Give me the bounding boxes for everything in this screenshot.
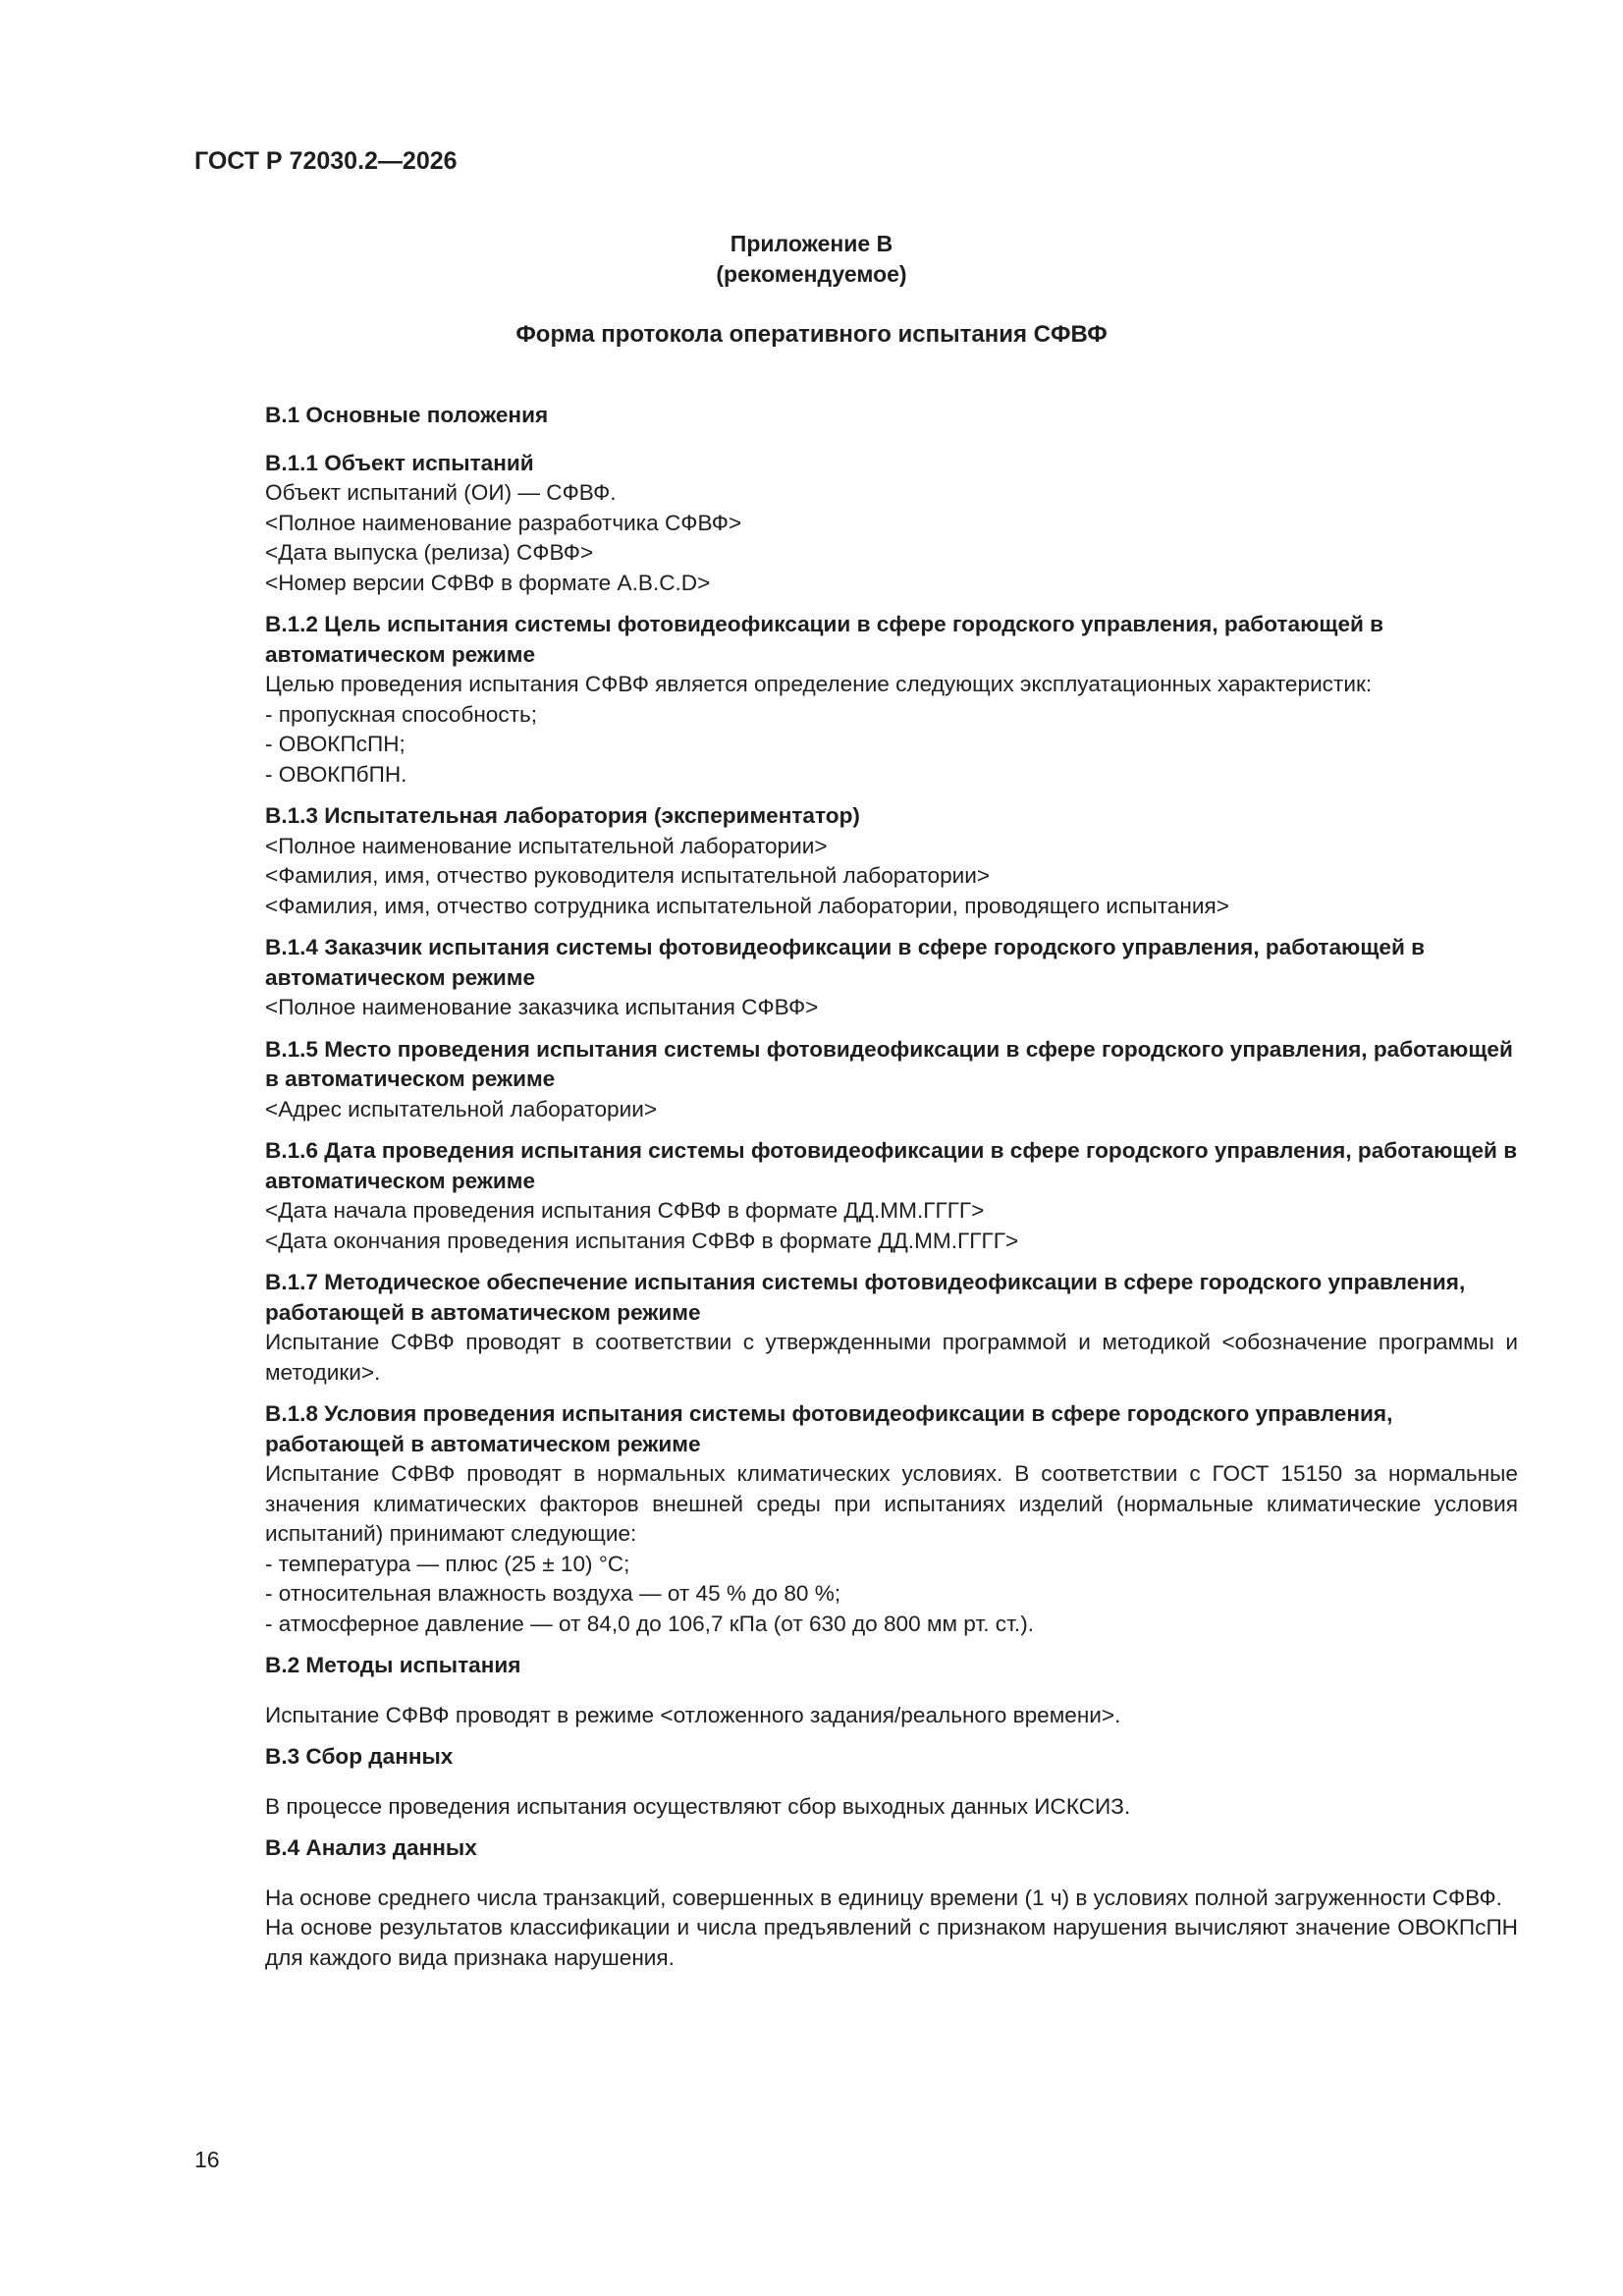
annex-heading: Форма протокола оперативного испытания СФВФ (515, 321, 1108, 348)
section-b2-title: В.2 Методы испытания (265, 1653, 521, 1677)
section-b16-line: <Дата начала проведения испытания СФВФ в формате ДД.ММ.ГГГГ> (265, 1198, 985, 1223)
section-b16-line: <Дата окончания проведения испытания СФВФ в формате ДД.ММ.ГГГГ> (265, 1228, 1019, 1253)
section-b14-line: <Полное наименование заказчика испытания СФВФ> (265, 995, 819, 1019)
section-b18-title: В.1.8 Условия проведения испытания системы фотовидеофиксации в сфере городского управления, работающей в автоматическом режиме (265, 1401, 1393, 1456)
section-b12-title: В.1.2 Цель испытания системы фотовидеофиксации в сфере городского управления, работающей в автоматическом режиме (265, 612, 1384, 667)
list-item: - относительная влажность воздуха — от 45 % до 80 %; (265, 1581, 841, 1606)
section-b17-text: Испытание СФВФ проводят в соответствии с утвержденными программой и методикой <обозначение программы и методики>. (265, 1330, 1518, 1385)
section-b11-line: <Номер версии СФВФ в формате A.B.C.D> (265, 570, 711, 595)
list-item: - температура — плюс (25 ± 10) °С; (265, 1551, 630, 1576)
section-b11-line: <Дата выпуска (релиза) СФВФ> (265, 540, 594, 565)
page-number: 16 (194, 2147, 220, 2172)
section-b13-title: В.1.3 Испытательная лаборатория (экспериментатор) (265, 803, 860, 828)
section-b13-line: <Фамилия, имя, отчество сотрудника испытательной лаборатории, проводящего испытания> (265, 893, 1229, 918)
section-b4-paragraph: На основе среднего числа транзакций, совершенных в единицу времени (1 ч) в условиях полной загруженности СФВФ. (265, 1885, 1502, 1910)
list-item: - ОВОКПсПН; (265, 732, 406, 756)
list-item: - ОВОКПбПН. (265, 761, 407, 787)
document-code: ГОСТ Р 72030.2—2026 (194, 147, 458, 175)
section-b18-text: Испытание СФВФ проводят в нормальных климатических условиях. В соответствии с ГОСТ 15150 за нормальные значения климатических факторов внешней среды при испытаниях изделий (нормальные климатические условия испытаний) принимают следующие: (265, 1461, 1518, 1546)
section-b1-title: В.1 Основные положения (265, 403, 549, 427)
document-body (194, 401, 1518, 1973)
section-b13-line: <Фамилия, имя, отчество руководителя испытательной лаборатории> (265, 863, 991, 888)
annex-status: (рекомендуемое) (716, 261, 907, 287)
section-b17-title: В.1.7 Методическое обеспечение испытания системы фотовидеофиксации в сфере городского управления, работающей в автоматическом режиме (265, 1270, 1466, 1325)
section-b16-title: В.1.6 Дата проведения испытания системы фотовидеофиксации в сфере городского управления, работающей в автоматическом режиме (265, 1138, 1518, 1193)
section-b3-text: В процессе проведения испытания осуществляют сбор выходных данных ИСКСИЗ. (265, 1793, 1131, 1819)
list-item: - пропускная способность; (265, 701, 538, 727)
section-b11-title: В.1.1 Объект испытаний (265, 450, 534, 475)
section-b14-title: В.1.4 Заказчик испытания системы фотовидеофиксации в сфере городского управления, работающей в автоматическом режиме (265, 935, 1426, 990)
list-item: - атмосферное давление — от 84,0 до 106,7 кПа (от 630 до 800 мм рт. ст.). (265, 1611, 1034, 1636)
section-b4-paragraph: На основе результатов классификации и числа предъявлений с признаком нарушения вычисляют значение ОВОКПсПН для каждого вида признака нарушения. (265, 1915, 1518, 1970)
section-b11-line: <Полное наименование разработчика СФВФ> (265, 510, 742, 535)
section-b11-line: Объект испытаний (ОИ) — СФВФ. (265, 480, 617, 505)
section-b12-text: Целью проведения испытания СФВФ является определение следующих эксплуатационных характеристик: (265, 672, 1373, 696)
section-b3-title: В.3 Сбор данных (265, 1744, 454, 1769)
section-b2-text: Испытание СФВФ проводят в режиме <отложенного задания/реального времени>. (265, 1702, 1121, 1727)
section-b15-title: В.1.5 Место проведения испытания системы фотовидеофиксации в сфере городского управления, работающей в автоматическом режиме (265, 1036, 1513, 1091)
annex-title: Приложение В (730, 231, 893, 256)
section-b4-title: В.4 Анализ данных (265, 1835, 477, 1860)
annex-title-block (0, 229, 1623, 290)
section-b13-line: <Полное наименование испытательной лаборатории> (265, 833, 828, 858)
section-b15-line: <Адрес испытательной лаборатории> (265, 1096, 658, 1121)
